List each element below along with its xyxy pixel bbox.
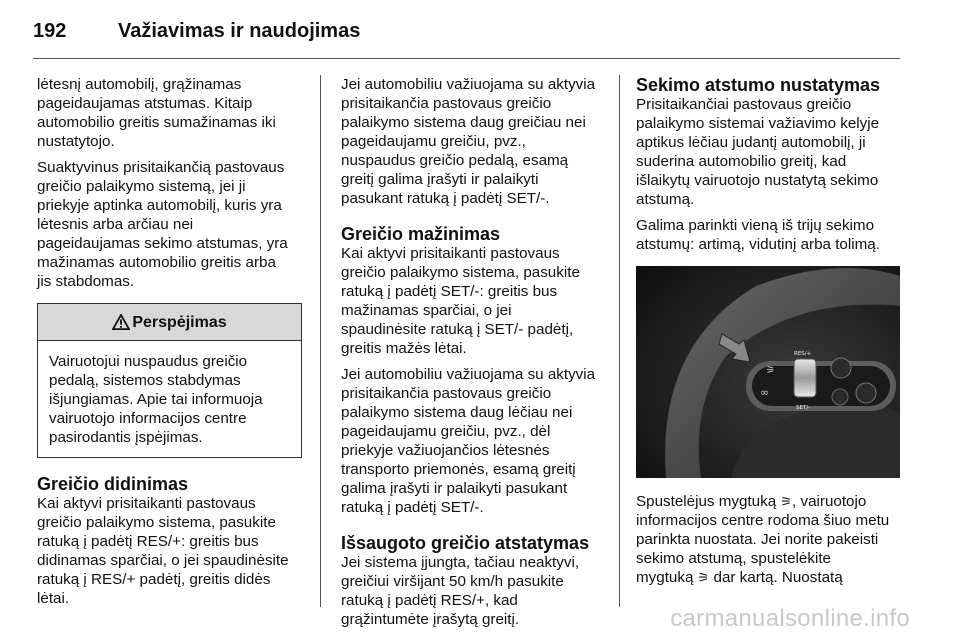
text-line: lėtesnį automobilį, grąžinamas <box>37 76 242 93</box>
text-line: ratuką į padėtį SET/-. <box>341 499 484 516</box>
warning-triangle-icon <box>112 314 130 330</box>
text-line: greičio palaikymo sistema, pasukite <box>37 514 276 531</box>
text-line: greičio palaikymo sistemą, jei ji <box>37 178 246 195</box>
text-line: lėtai. <box>37 590 70 607</box>
text-line: išjungiamas. Apie tai informuoja <box>49 391 263 408</box>
text-line: grąžintumėte įrašytą greitį. <box>341 611 520 628</box>
text-line: jis stabdomas. <box>37 273 135 290</box>
text-line: greitis mažės lėtai. <box>341 340 467 357</box>
set-label: SET/- <box>796 405 811 411</box>
text-fragment: mygtuką <box>636 569 694 586</box>
text-line: palaikymo sistema daug greičiau nei <box>341 114 586 131</box>
warning-box <box>37 303 302 458</box>
steering-wheel-illustration <box>636 266 900 478</box>
warning-title: Perspėjimas <box>132 313 227 331</box>
text-line: sekimo atstumą, spustelėkite <box>636 550 831 567</box>
paragraph <box>636 95 901 209</box>
text-line: Kai aktyvi prisitaikanti pastovaus <box>341 245 560 262</box>
text-line: atstumų: artimą, vidutinį arba tolimą. <box>636 236 880 253</box>
text-line: mažinamas automobilio greitis arba <box>37 254 276 271</box>
text-fragment: dar kartą. Nuostatą <box>709 569 843 586</box>
watermark: carmanualsonline.info <box>670 605 910 632</box>
paragraph <box>37 494 302 608</box>
text-line: pageidaujamu greičiu, pvz., dėl <box>341 423 551 440</box>
text-line: išlaikytų vairuotojo nustatytą sekimo <box>636 172 879 189</box>
text-line: nustatytojo. <box>37 133 115 150</box>
paragraph <box>37 158 302 291</box>
text-line: didinamas sparčiai, o jei spaudinėsite <box>37 552 289 569</box>
column-middle <box>341 75 606 636</box>
text-line: pageidaujamas atstumas. Kitaip <box>37 95 253 112</box>
section-heading: Greičio didinimas <box>37 474 189 494</box>
text-line: ratuką į padėtį RES/+: greitis bus <box>37 533 259 550</box>
column-left <box>37 75 302 615</box>
text-line: mažinamas sparčiai, o jei <box>341 302 512 319</box>
text-line: palaikymo sistemai važiavimo kelyje <box>636 115 880 132</box>
text-line: greičiui viršijant 50 km/h pasukite <box>341 573 564 590</box>
warning-body <box>38 341 301 457</box>
following-distance-icon: ⚞ <box>697 570 710 585</box>
text-line: greičio palaikymo sistema, pasukite <box>341 264 580 281</box>
text-line: pageidaujamas sekimo atstumas, yra <box>37 235 288 252</box>
text-line: pedalą, sistemos stabdymas <box>49 372 241 389</box>
text-line: aptikus lėčiau judantį automobilį, ji <box>636 134 866 151</box>
paragraph <box>636 216 901 254</box>
steering-wheel-photo <box>636 266 900 478</box>
text-line: atstumą. <box>636 191 695 208</box>
svg-text:⚞: ⚞ <box>766 365 775 376</box>
paragraph-lines <box>636 511 901 568</box>
following-distance-icon: ⚞ <box>780 494 793 509</box>
text-line: transporto priemonės, esamą greitį <box>341 461 576 478</box>
header-rule <box>33 58 900 59</box>
paragraph <box>341 553 606 629</box>
text-line: Kai aktyvi prisitaikanti pastovaus <box>37 495 256 512</box>
text-line: prisitaikančia pastovaus greičio <box>341 95 552 112</box>
text-line: galima įrašyti ir palaikyti pasukant <box>341 480 568 497</box>
text-line: ratuką į padėtį SET/-: greitis bus <box>341 283 558 300</box>
paragraph <box>636 492 901 587</box>
text-line: Vairuotojui nuspaudus greičio <box>49 353 248 370</box>
text-line: vairuotojo informacijos centre <box>49 410 247 427</box>
text-line: informacijos centre rodoma šiuo metu <box>636 512 890 529</box>
section-heading: Greičio mažinimas <box>341 224 501 244</box>
text-line: Prisitaikančiai pastovaus greičio <box>636 96 852 113</box>
text-line: pageidaujamu greičiu, pvz., <box>341 133 526 150</box>
text-line: suderina automobilio greitį, kad <box>636 153 847 170</box>
paragraph <box>341 365 606 517</box>
column-divider <box>320 75 321 607</box>
section-heading: Išsaugoto greičio atstatymas <box>341 533 590 553</box>
column-divider <box>619 75 620 607</box>
text-line: automobilio greitis sumažinamas iki <box>37 114 276 131</box>
text-line: prisitaikančia pastovaus greičio <box>341 385 552 402</box>
res-label: RES/+ <box>794 351 812 357</box>
paragraph <box>341 75 606 208</box>
text-line: nuspaudus greičio pedalą, esamą <box>341 152 569 169</box>
text-line: ratuką į RES/+ padėtį, greitis didės <box>37 571 271 588</box>
text-fragment: Spustelėjus mygtuką <box>636 493 777 510</box>
warning-header <box>38 304 301 341</box>
text-line: lėtesnis arba arčiau nei <box>37 216 194 233</box>
svg-text:∞: ∞ <box>760 386 770 399</box>
text-line: priekyje važiuojančios lėtesnės <box>341 442 550 459</box>
text-line: priekyje aptinka automobilį, kuris yra <box>37 197 282 214</box>
paragraph <box>341 244 606 358</box>
text-line: greitį galima įrašyti ir palaikyti <box>341 171 539 188</box>
text-line: Jei automobiliu važiuojama su aktyvia <box>341 366 596 383</box>
page-title: Važiavimas ir naudojimas <box>118 20 361 42</box>
text-line: ratuką į padėtį RES/+, kad <box>341 592 518 609</box>
column-right <box>636 75 901 594</box>
text-line: pasukant ratuką į padėtį SET/-. <box>341 190 550 207</box>
section-heading: Sekimo atstumo nustatymas <box>636 75 881 95</box>
text-line: parinkta nuostata. Jei norite pakeisti <box>636 531 879 548</box>
text-line: pasirodantis įspėjimas. <box>49 429 203 446</box>
text-line: palaikymo sistema daug lėčiau nei <box>341 404 573 421</box>
page-number: 192 <box>33 20 67 42</box>
text-line: Jei sistema įjungta, tačiau neaktyvi, <box>341 554 580 571</box>
text-line: Jei automobiliu važiuojama su aktyvia <box>341 76 596 93</box>
text-line: Galima parinkti vieną iš trijų sekimo <box>636 217 875 234</box>
text-line: Suaktyvinus prisitaikančią pastovaus <box>37 159 285 176</box>
paragraph <box>37 75 302 151</box>
text-fragment: , vairuotojo <box>792 493 867 510</box>
text-line: spaudinėsite ratuką į SET/- padėtį, <box>341 321 574 338</box>
